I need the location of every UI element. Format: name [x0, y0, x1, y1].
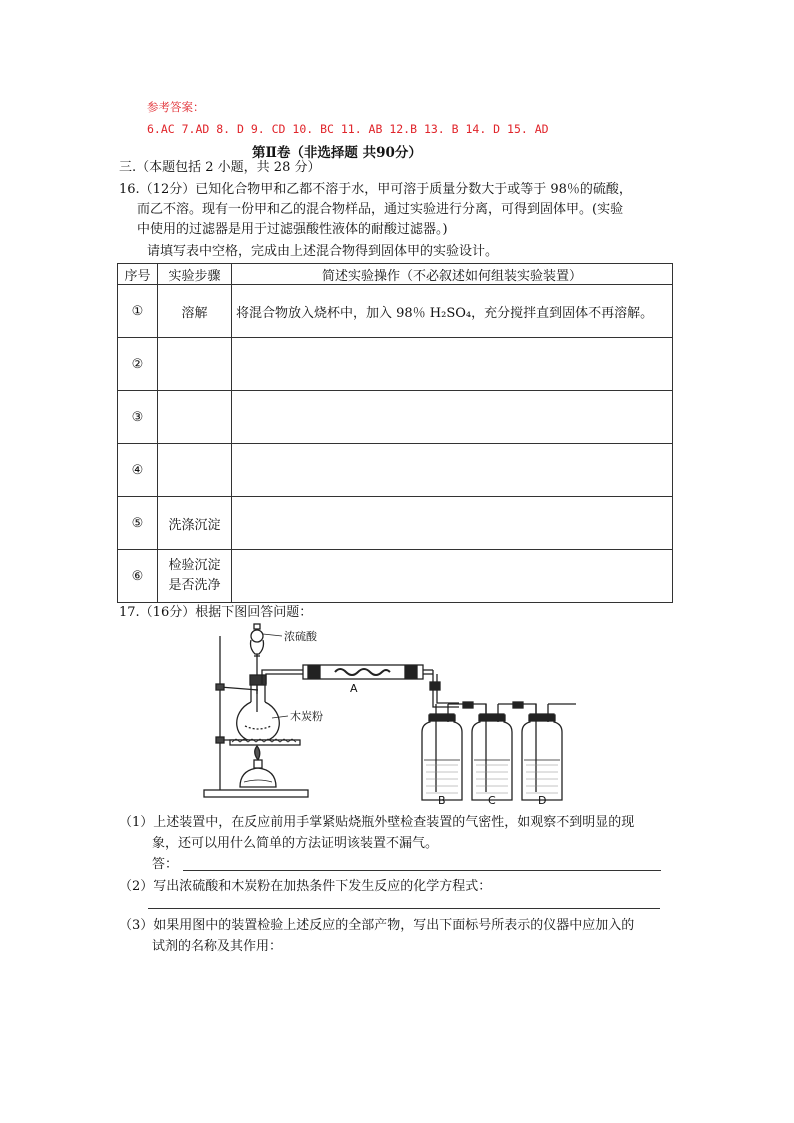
- row-operation-blank[interactable]: [232, 497, 673, 550]
- q17-part2-answer-line[interactable]: [148, 908, 660, 909]
- label-d: D: [538, 794, 547, 807]
- answer-key-label: 参考答案：: [147, 100, 205, 114]
- alcohol-lamp: [240, 746, 276, 787]
- q16-line-3: 中使用的过滤器是用于过滤强酸性液体的耐酸过滤器。): [137, 222, 448, 237]
- row-step: 溶解: [158, 285, 232, 338]
- bottle-d: [522, 704, 576, 800]
- row-step: 洗涤沉淀: [158, 497, 232, 550]
- table-header-row: [118, 264, 673, 285]
- label-concentrated-sulfuric-acid: 浓硫酸: [284, 630, 317, 643]
- q17-title: 17.（16分）根据下图回答问题：: [119, 605, 313, 620]
- row-operation-blank[interactable]: [232, 444, 673, 497]
- row-number: ④: [118, 444, 158, 497]
- table-row: [118, 444, 673, 497]
- row-number: ⑤: [118, 497, 158, 550]
- row-operation-blank[interactable]: [232, 338, 673, 391]
- q17-part1-answer-line[interactable]: [183, 870, 661, 871]
- q17-part3-line2: 试剂的名称及其作用：: [152, 939, 283, 954]
- bottle-c: [472, 704, 515, 800]
- q17-part2: （2）写出浓硫酸和木炭粉在加热条件下发生反应的化学方程式：: [119, 879, 492, 894]
- section-subtitle: 三.（本题包括 2 小题，共 28 分）: [119, 160, 321, 175]
- section-title: 第Ⅱ卷（非选择题 共90分）: [252, 145, 422, 161]
- tube-a: [303, 665, 459, 707]
- row-number: ②: [118, 338, 158, 391]
- q16-line-1: 16.（12分）已知化合物甲和乙都不溶于水，甲可溶于质量分数大于或等于 98％的硫酸，: [119, 182, 632, 197]
- label-charcoal-powder: 木炭粉: [290, 710, 323, 723]
- label-c: C: [488, 794, 496, 807]
- delivery-tube: [262, 670, 303, 684]
- label-b: B: [438, 794, 446, 807]
- header-number: 序号: [118, 264, 158, 285]
- q16-line-4: 请填写表中空格，完成由上述混合物得到固体甲的实验设计。: [147, 244, 499, 259]
- label-a: A: [350, 682, 358, 695]
- answer-key-line: 6.AC 7.AD 8. D 9. CD 10. BC 11. AB 12.B 13. B 14. D 15. AD: [147, 122, 549, 136]
- table-row: [118, 391, 673, 444]
- table-row: [118, 550, 673, 603]
- row-step-blank[interactable]: [158, 338, 232, 391]
- row-step-blank[interactable]: [158, 444, 232, 497]
- row-operation: 将混合物放入烧杯中，加入 98％ H₂SO₄，充分搅拌直到固体不再溶解。: [232, 285, 673, 338]
- q17-part1-line1: （1）上述装置中，在反应前用手掌紧贴烧瓶外壁检查装置的气密性，如观察不到明显的现: [119, 815, 635, 830]
- row-operation-blank[interactable]: [232, 550, 673, 603]
- row-operation-blank[interactable]: [232, 391, 673, 444]
- table-row: [118, 338, 673, 391]
- row-number: ⑥: [118, 550, 158, 603]
- round-bottom-flask: [237, 675, 280, 742]
- table-row: [118, 285, 673, 338]
- table-row: [118, 497, 673, 550]
- header-operation: 简述实验操作（不必叙述如何组装实验装置）: [232, 264, 673, 285]
- row-step: 检验沉淀 是否洗净: [158, 550, 232, 603]
- row-number: ①: [118, 285, 158, 338]
- header-step: 实验步骤: [158, 264, 232, 285]
- row-step-blank[interactable]: [158, 391, 232, 444]
- experiment-table: [117, 263, 673, 603]
- bottle-b: [422, 704, 465, 800]
- apparatus-figure: [200, 622, 590, 812]
- q17-part1-line2: 象，还可以用什么简单的方法证明该装置不漏气。: [152, 836, 439, 851]
- q16-line-2: 而乙不溶。现有一份甲和乙的混合物样品，通过实验进行分离，可得到固体甲。(实验: [137, 202, 624, 217]
- q17-part3-line1: （3）如果用图中的装置检验上述反应的全部产物，写出下面标号所表示的仪器中应加入的: [119, 918, 635, 933]
- row-number: ③: [118, 391, 158, 444]
- q17-part1-answer-label: 答：: [152, 857, 179, 872]
